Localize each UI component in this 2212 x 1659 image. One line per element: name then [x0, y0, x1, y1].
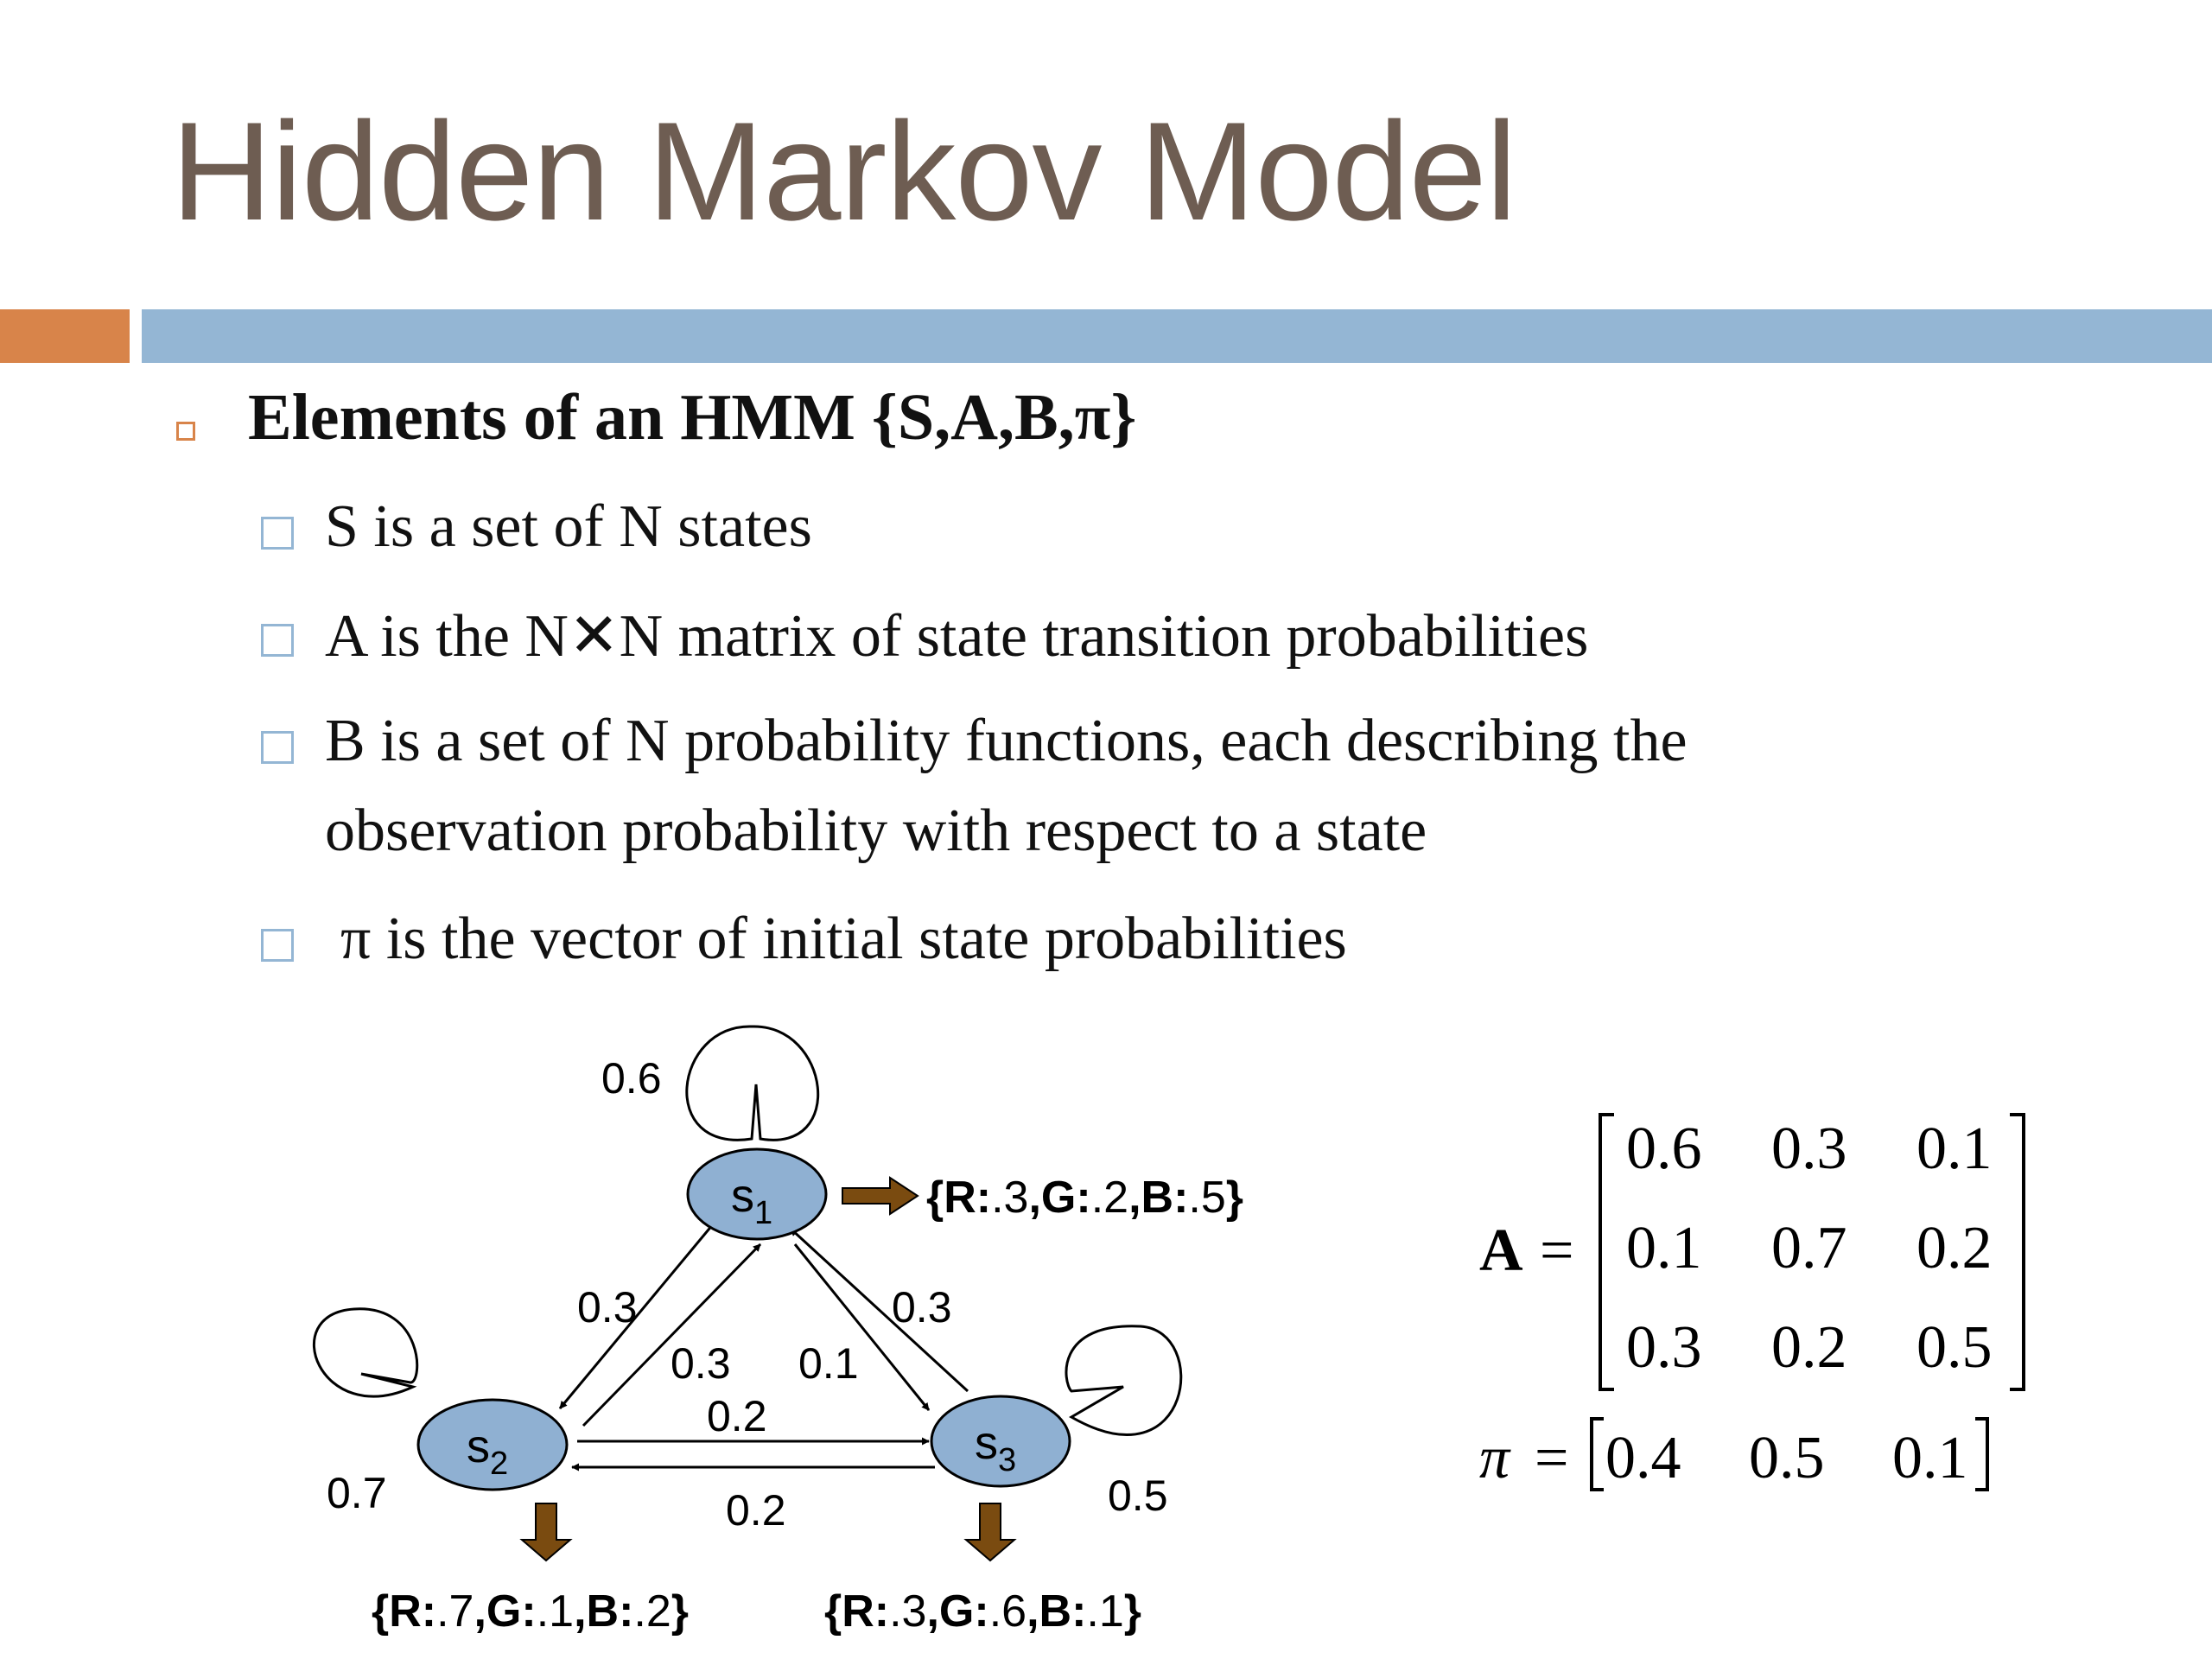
slide-title: Hidden Markov Model [171, 93, 1516, 250]
bullet-item-observation-line1 [325, 707, 1688, 776]
pi-value: 0.4 [1605, 1425, 1681, 1491]
edge-label-s2-s1: 0.3 [671, 1339, 731, 1388]
matrix-a-equals: = [1540, 1217, 1574, 1284]
title-accent-bar-blue [142, 309, 2212, 363]
emission-arrow-s3-icon [966, 1503, 1014, 1560]
matrix-a-left-bracket [1600, 1115, 1614, 1389]
pi-value: 0.1 [1892, 1425, 1968, 1491]
bullet-item-transition-matrix [325, 600, 1588, 671]
matrix-cell: 0.3 [1626, 1314, 1702, 1381]
self-loop-s1 [687, 1027, 818, 1140]
title-accent-bar-orange [0, 309, 130, 363]
bullet-icon [261, 517, 294, 550]
self-loop-label-s1: 0.6 [601, 1054, 662, 1103]
emission-label-s2: {R:.7,G:.1,B:.2} [372, 1586, 690, 1637]
edge-label-s1-s2: 0.3 [577, 1283, 638, 1332]
emission-label-s3: {R:.3,G:.6,B:.1} [824, 1586, 1142, 1637]
self-loop-s3 [1066, 1326, 1181, 1435]
self-loop-label-s3: 0.5 [1108, 1471, 1168, 1520]
section-heading: Elements of an HMM {S,A,B,π} [248, 381, 1137, 454]
bullet-icon [261, 929, 294, 962]
bullet-item-states [325, 493, 812, 562]
bullet-item-observation-text-2: observation probability with respect to a state [325, 798, 1427, 864]
pi-vector-label: π [1479, 1425, 1510, 1491]
matrix-a-right-bracket [2010, 1115, 2024, 1389]
matrix-cell: 0.2 [1771, 1314, 1847, 1381]
bullet-item-initial-text: π is the vector of initial state probabilities [340, 906, 1347, 972]
heading-bullet-icon [176, 422, 195, 441]
matrix-cell: 0.6 [1626, 1116, 1702, 1182]
state-label-s3: $s_3$ [975, 1417, 1017, 1478]
bullet-item-transition-matrix-text: A is the N✕N matrix of state transition probabilities [325, 603, 1589, 670]
edge-label-s3-s2: 0.2 [726, 1486, 786, 1535]
matrix-cell: 0.5 [1916, 1314, 1993, 1381]
bullet-item-states-text: S is a set of N states [325, 493, 812, 560]
pi-right-bracket [1975, 1419, 1987, 1490]
matrix-cell: 0.1 [1916, 1116, 1993, 1182]
pi-value: 0.5 [1749, 1425, 1825, 1491]
matrix-cell: 0.2 [1916, 1215, 1993, 1281]
matrix-a-label: A [1479, 1217, 1523, 1284]
edge-label-s1-s3: 0.1 [798, 1339, 859, 1388]
pi-left-bracket [1592, 1419, 1604, 1490]
bullet-item-observation-line2 [325, 797, 1427, 866]
matrix-cell: 0.3 [1771, 1116, 1847, 1182]
state-label-s1: $s_1$ [731, 1170, 773, 1231]
pi-vector-equals: = [1535, 1425, 1569, 1491]
emission-label-s1: {R:.3,G:.2,B:.5} [926, 1173, 1244, 1223]
state-label-s2: $s_2$ [467, 1421, 509, 1482]
matrix-cell: 0.1 [1626, 1215, 1702, 1281]
self-loop-s2 [314, 1309, 416, 1396]
self-loop-label-s2: 0.7 [327, 1469, 387, 1517]
hmm-diagram [0, 994, 2212, 1659]
bullet-icon [261, 731, 294, 764]
bullet-icon [261, 624, 294, 657]
edge-label-s2-s3: 0.2 [707, 1392, 767, 1440]
emission-arrow-s2-icon [522, 1503, 570, 1560]
bullet-item-observation-text-1: B is a set of N probability functions, each describing the [325, 708, 1688, 774]
matrix-cell: 0.7 [1771, 1215, 1847, 1281]
edge-label-s3-s1: 0.3 [892, 1283, 952, 1332]
bullet-item-initial-probabilities [340, 905, 1347, 974]
emission-arrow-s1-icon [842, 1178, 918, 1214]
